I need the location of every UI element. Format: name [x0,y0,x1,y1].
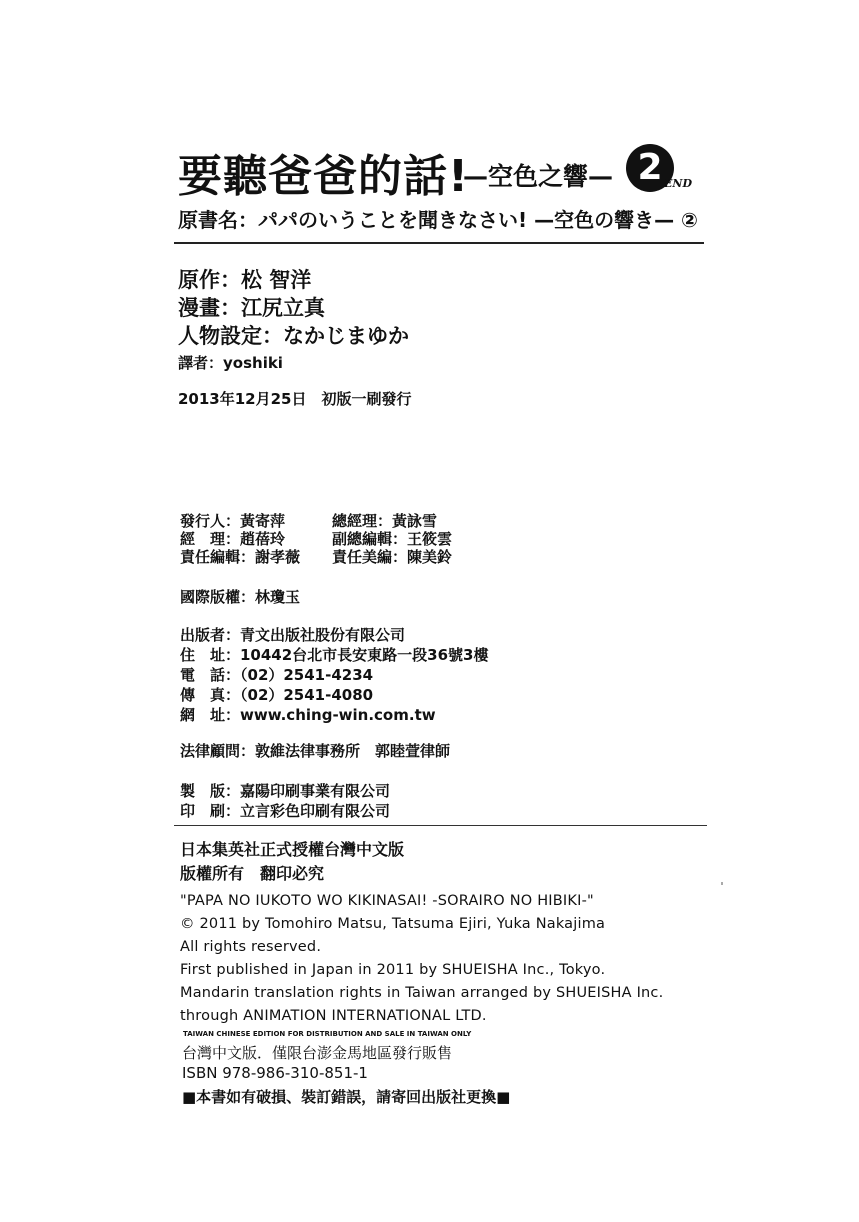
staff-manager: 經 理：趙蓓玲 [180,530,286,548]
volume-end-mark: END [664,177,692,190]
english-line-3: All rights reserved. [180,939,322,955]
distribution-chinese: 台灣中文版．僅限台澎金馬地區發行販售 [182,1044,453,1062]
book-subtitle: —空色之響— [463,162,614,191]
manga-credit: 漫畫：江尻立真 [178,296,325,320]
publisher-phone: 電 話：（02）2541-4234 [180,666,374,684]
staff-art-editor: 責任美編：陳美鈴 [332,548,453,566]
publisher-website: 網 址：www.ching-win.com.tw [180,706,436,724]
distribution-english: TAIWAN CHINESE EDITION FOR DISTRIBUTION AND SALE IN TAIWAN ONLY [183,1030,472,1038]
author-credit: 原作：松 智洋 [178,268,312,292]
license-divider [174,825,707,826]
english-line-2: © 2011 by Tomohiro Matsu, Tatsuma Ejiri, Yuka Nakajima [180,916,606,932]
rights-manager: 國際版權：林瓊玉 [180,588,301,606]
publisher-address: 住 址：10442台北市長安東路一段36號3樓 [180,646,489,664]
volume-number-badge: 2 [626,144,674,192]
platemaking: 製 版：嘉陽印刷事業有限公司 [180,782,391,800]
isbn: ISBN 978-986-310-851-1 [182,1064,368,1082]
english-line-1: "PAPA NO IUKOTO WO KIKINASAI! -SORAIRO NO HIBIKI-" [180,893,594,909]
english-line-6: through ANIMATION INTERNATIONAL LTD. [180,1008,487,1024]
copyright-reserved: 版權所有 翻印必究 [180,864,325,883]
title-divider [174,242,704,244]
book-title: 要聽爸爸的話! [178,151,470,202]
staff-deputy-editor: 副總編輯：王筱雲 [332,530,453,548]
publisher-name: 出版者：青文出版社股份有限公司 [180,626,406,644]
english-line-5: Mandarin translation rights in Taiwan arranged by SHUEISHA Inc. [180,985,664,1001]
scan-speck [721,882,723,885]
staff-general-manager: 總經理：黃詠雪 [332,512,438,530]
staff-publisher: 發行人：黃寄萍 [180,512,286,530]
printing: 印 刷：立言彩色印刷有限公司 [180,802,391,820]
english-line-4: First published in Japan in 2011 by SHUEISHA Inc., Tokyo. [180,962,606,978]
character-design-credit: 人物設定：なかじまゆか [178,324,409,348]
damage-notice: ■本書如有破損、裝訂錯誤，請寄回出版社更換■ [182,1088,511,1106]
translator-credit: 譯者：yoshiki [178,354,283,372]
original-title: 原書名：パパのいうことを聞きなさい! —空色の響き— ② [178,208,698,232]
license-statement: 日本集英社正式授權台灣中文版 [180,840,405,859]
legal-counsel: 法律顧問：敦維法律事務所 郭睦萱律師 [180,742,451,760]
publisher-fax: 傳 真：（02）2541-4080 [180,686,374,704]
staff-editor: 責任編輯：謝孝薇 [180,548,301,566]
publish-date: 2013年12月25日 初版一刷發行 [178,390,412,408]
